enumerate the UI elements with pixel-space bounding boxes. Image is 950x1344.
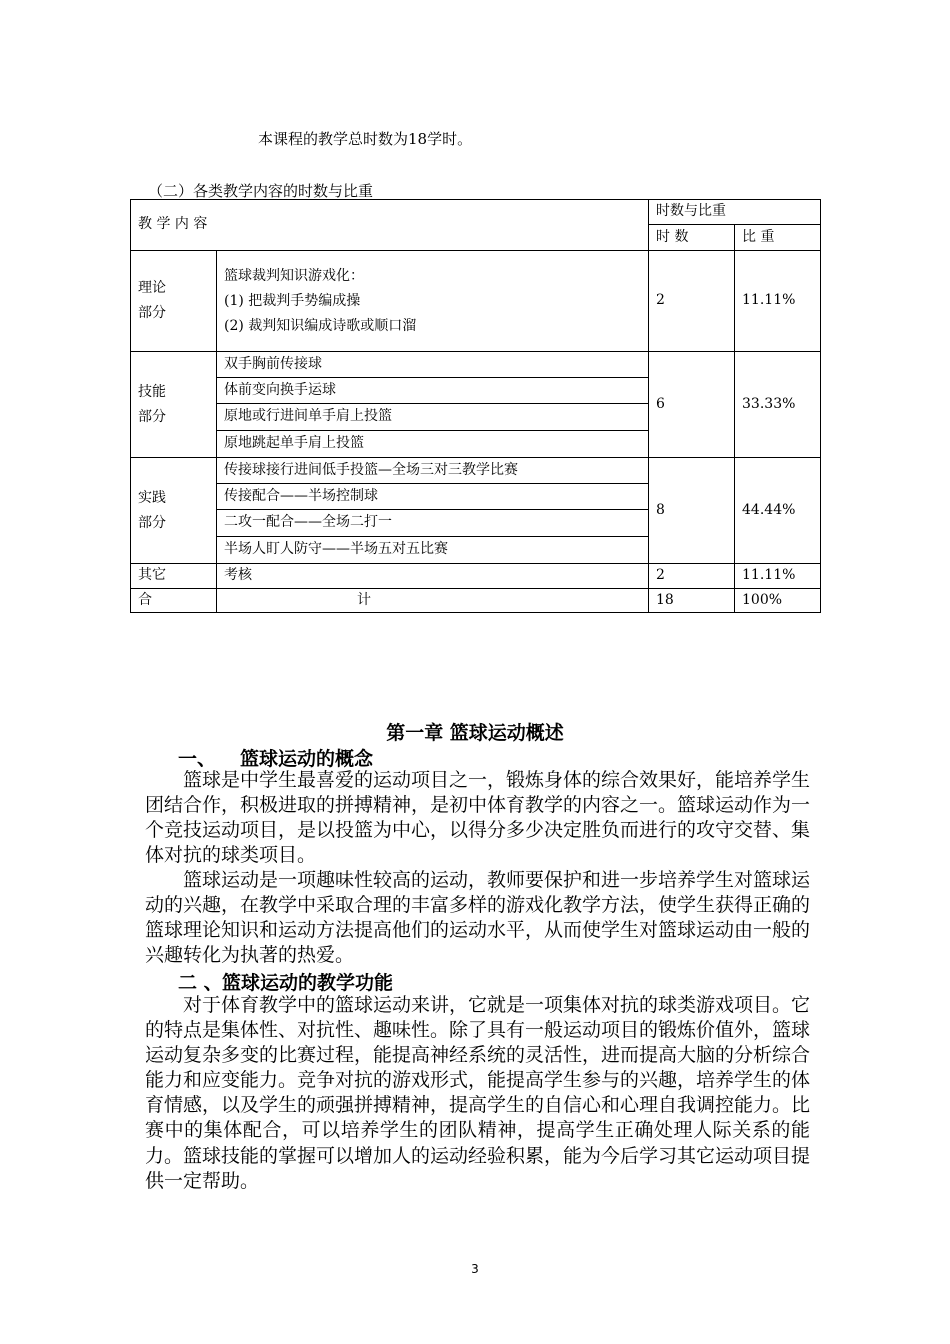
header-ratio: 比 重 <box>735 225 821 251</box>
practice-item: 传接配合——半场控制球 <box>217 484 649 510</box>
theory-content: 篮球裁判知识游戏化： (1) 把裁判手势编成操 (2) 裁判知识编成诗歌或顺口溜 <box>217 251 649 352</box>
other-ratio: 11.11% <box>735 564 821 589</box>
skill-ratio: 33.33% <box>735 352 821 458</box>
table-caption: （二）各类教学内容的时数与比重 <box>148 182 374 200</box>
other-hours: 2 <box>649 564 735 589</box>
skill-item: 双手胸前传接球 <box>217 352 649 378</box>
skill-item: 体前变向换手运球 <box>217 378 649 404</box>
chapter-title: 第一章 篮球运动概述 <box>386 722 564 744</box>
paragraph-2: 篮球运动是一项趣味性较高的运动，教师要保护和进一步培养学生对篮球运动的兴趣，在教学中采取合理的丰富多样的游戏化教学方法，使学生获得正确的篮球理论知识和运动方法提高他们的运动水平，从而使学生对篮球运动由一般的兴趣转化为执著的热爱。 <box>145 869 811 967</box>
section1-number: 一、 <box>178 748 217 770</box>
total-label: 合 <box>131 589 217 613</box>
skill-hours: 6 <box>649 352 735 458</box>
skill-item: 原地跳起单手肩上投篮 <box>217 431 649 458</box>
theory-label: 理论 部分 <box>131 251 217 352</box>
theory-ratio: 11.11% <box>735 251 821 352</box>
paragraph-3: 对于体育教学中的篮球运动来讲，它就是一项集体对抗的球类游戏项目。它的特点是集体性、对抗性、趣味性。除了具有一般运动项目的锻炼价值外，篮球运动复杂多变的比赛过程，能提高神经系统的灵活性，进而提高大脑的分析综合能力和应变能力。竞争对抗的游戏形式，能提高学生参与的兴趣，培养学生的体育情感，以及学生的顽强拼搏精神，提高学生的自信心和心理自我调控能力。比赛中的集体配合，可以培养学生的团队精神，提高学生正确处理人际关系的能力。篮球技能的掌握可以增加人的运动经验积累，能为今后学习其它运动项目提供一定帮助。 <box>145 994 811 1192</box>
skill-label: 技能 部分 <box>131 352 217 458</box>
practice-item: 半场人盯人防守——半场五对五比赛 <box>217 537 649 564</box>
practice-hours: 8 <box>649 458 735 564</box>
section2-title: 篮球运动的教学功能 <box>222 972 394 994</box>
page-number: 3 <box>471 1262 479 1276</box>
section2-number: 二 、 <box>178 972 223 994</box>
section1-title: 篮球运动的概念 <box>240 748 374 770</box>
teaching-hours-table <box>130 199 821 613</box>
total-content: 计 <box>217 589 649 613</box>
theory-hours: 2 <box>649 251 735 352</box>
total-ratio: 100% <box>735 589 821 613</box>
practice-label: 实践 部分 <box>131 458 217 564</box>
other-label: 其它 <box>131 564 217 589</box>
skill-item: 原地或行进间单手肩上投篮 <box>217 404 649 431</box>
header-hours-ratio: 时数与比重 <box>649 200 821 225</box>
other-content: 考核 <box>217 564 649 589</box>
header-hours: 时 数 <box>649 225 735 251</box>
total-hours: 18 <box>649 589 735 613</box>
practice-item: 二攻一配合——全场二打一 <box>217 510 649 537</box>
practice-item: 传接球接行进间低手投篮—全场三对三教学比赛 <box>217 458 649 484</box>
paragraph-1: 篮球是中学生最喜爱的运动项目之一，锻炼身体的综合效果好，能培养学生团结合作，积极进取的拼搏精神，是初中体育教学的内容之一。篮球运动作为一个竞技运动项目，是以投篮为中心，以得分多少决定胜负而进行的攻守交替、集体对抗的球类项目。 <box>145 769 811 867</box>
header-content: 教 学 内 容 <box>131 200 649 251</box>
intro-text: 本课程的教学总时数为18学时。 <box>258 130 473 148</box>
practice-ratio: 44.44% <box>735 458 821 564</box>
